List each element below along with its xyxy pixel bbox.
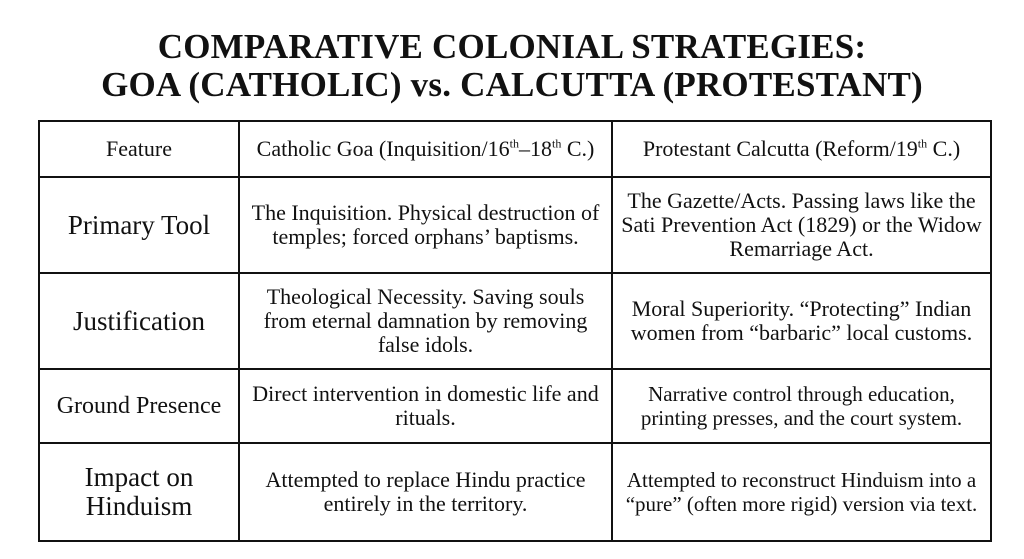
cell-calcutta-impact: Attempted to reconstruct Hinduism into a “pure” (often more rigid) version via text.	[612, 443, 991, 541]
table-row	[39, 443, 991, 541]
page-title	[0, 28, 1024, 104]
header-goa-mid: –18	[518, 136, 552, 161]
table-row	[39, 177, 991, 273]
header-calcutta-sup: th	[917, 136, 928, 151]
table-header-row	[39, 121, 991, 177]
header-protestant-calcutta	[612, 121, 991, 177]
header-goa-text: Catholic Goa (Inquisition/16	[256, 136, 510, 161]
table-row	[39, 273, 991, 369]
header-catholic-goa	[239, 121, 612, 177]
cell-calcutta-justification: Moral Superiority. “Protecting” Indian women from “barbaric” local customs.	[612, 273, 991, 369]
header-goa-post: C.)	[561, 136, 595, 161]
title-line-2: GOA (CATHOLIC) vs. CALCUTTA (PROTESTANT)	[101, 65, 923, 104]
header-calcutta-post: C.)	[927, 136, 961, 161]
cell-goa-ground-presence: Direct intervention in domestic life and rituals.	[239, 369, 612, 443]
header-calcutta-text: Protestant Calcutta (Reform/19	[642, 136, 918, 161]
row-feature-impact-on-hinduism: Impact on Hinduism	[39, 443, 239, 541]
table-row	[39, 369, 991, 443]
cell-goa-primary-tool: The Inquisition. Physical destruction of temples; forced orphans’ baptisms.	[239, 177, 612, 273]
cell-calcutta-ground-presence: Narrative control through education, printing presses, and the court system.	[612, 369, 991, 443]
cell-goa-justification: Theological Necessity. Saving souls from eternal damnation by removing false idols.	[239, 273, 612, 369]
title-line-1: COMPARATIVE COLONIAL STRATEGIES:	[157, 27, 867, 66]
comparison-table	[38, 120, 992, 542]
header-goa-sup-2: th	[551, 136, 562, 151]
row-feature-ground-presence: Ground Presence	[39, 369, 239, 443]
cell-goa-impact: Attempted to replace Hindu practice entirely in the territory.	[239, 443, 612, 541]
header-feature: Feature	[39, 121, 239, 177]
row-feature-justification: Justification	[39, 273, 239, 369]
row-feature-primary-tool: Primary Tool	[39, 177, 239, 273]
header-goa-sup-1: th	[509, 136, 519, 151]
cell-calcutta-primary-tool: The Gazette/Acts. Passing laws like the Sati Prevention Act (1829) or the Widow Remarriage Act.	[612, 177, 991, 273]
